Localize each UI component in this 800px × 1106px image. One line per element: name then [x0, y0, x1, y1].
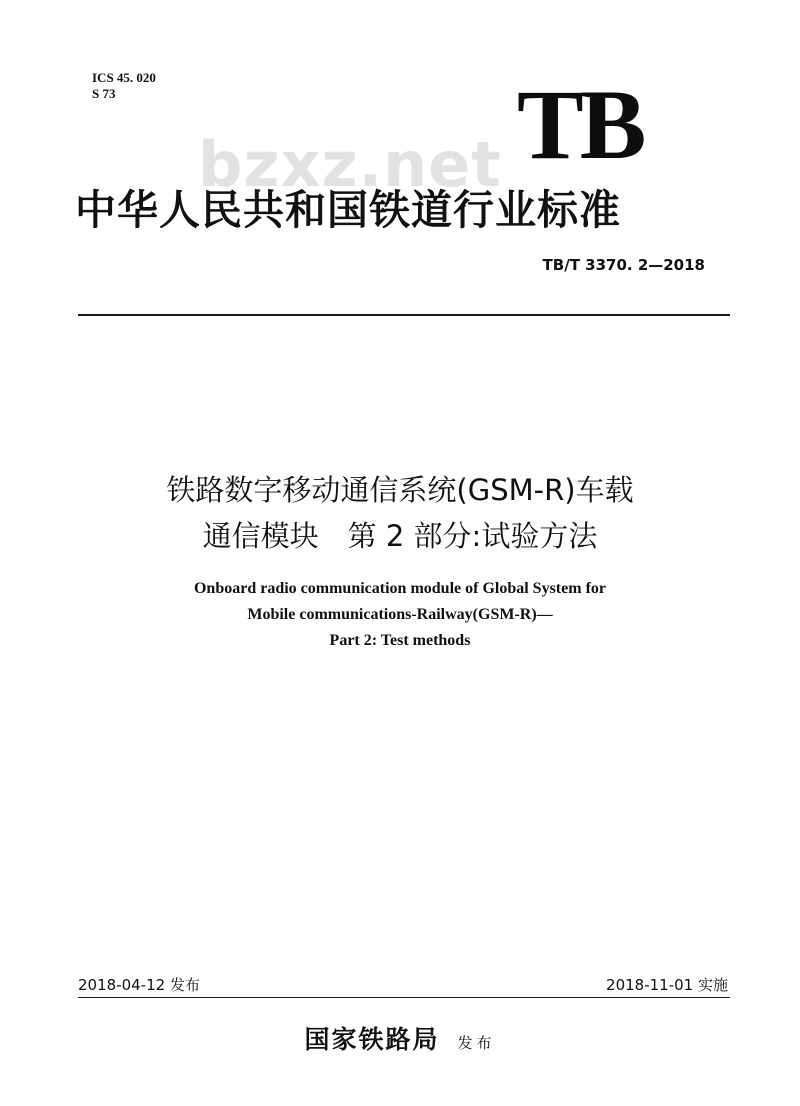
top-divider [78, 314, 730, 316]
issuer-action: 发布 [457, 1034, 496, 1052]
bottom-divider [78, 997, 730, 998]
watermark: bzxz.net [198, 128, 502, 201]
chinese-title-line-1: 铁路数字移动通信系统(GSM-R)车载 [166, 473, 634, 507]
english-title-line-1: Onboard radio communication module of Global System for [193, 580, 606, 597]
chinese-title-line-2: 通信模块 第 2 部分:试验方法 [202, 519, 598, 553]
english-title [40, 576, 760, 654]
chinese-title [40, 467, 760, 559]
ics-code: ICS 45. 020 [92, 70, 156, 85]
tb-logo: TB [517, 69, 643, 180]
standard-category-title: 中华人民共和国铁道行业标准 [75, 186, 621, 234]
issue-date: 2018-04-12 发布 [78, 976, 200, 994]
issuer [0, 1020, 800, 1056]
implementation-date: 2018-11-01 实施 [606, 976, 728, 994]
standard-number: TB/T 3370. 2—2018 [542, 256, 705, 274]
issuer-organization: 国家铁路局 [304, 1025, 440, 1054]
english-title-line-3: Part 2: Test methods [329, 632, 471, 649]
ccs-code: S 73 [92, 86, 116, 101]
english-title-line-2: Mobile communications-Railway(GSM-R)— [247, 606, 553, 623]
classification-codes [92, 70, 156, 102]
